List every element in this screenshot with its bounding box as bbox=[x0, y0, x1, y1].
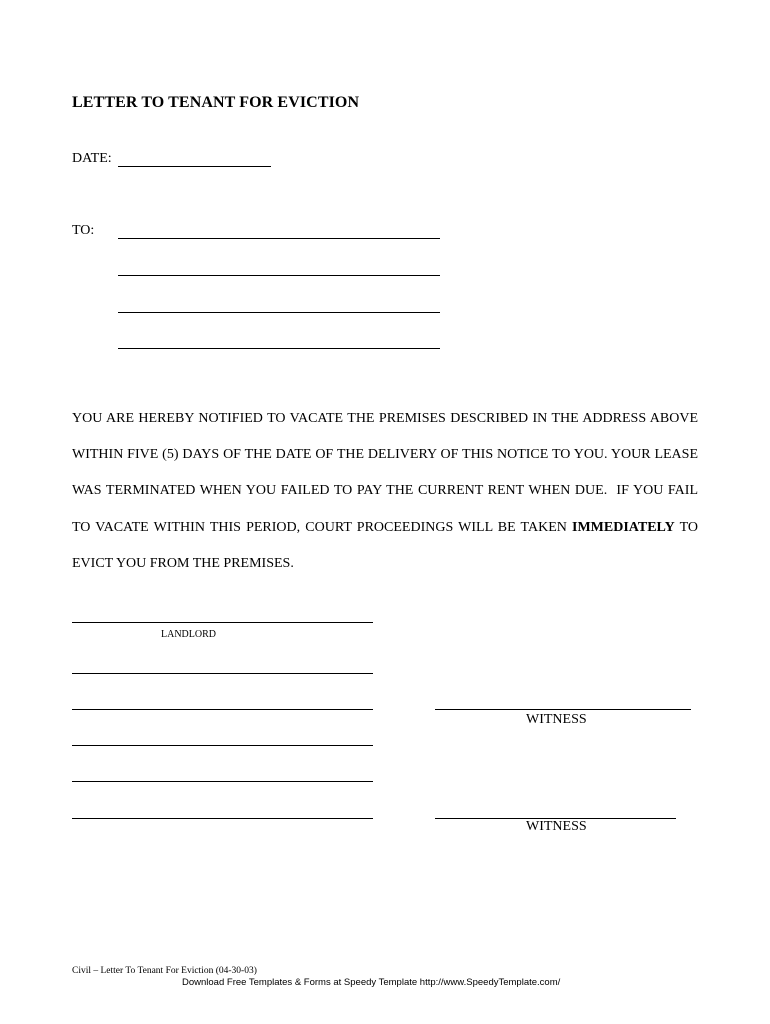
notice-body-text-1: YOU ARE HEREBY NOTIFIED TO VACATE THE PREMISES DESCRIBED IN THE ADDRESS ABOVE WITHIN FIVE (5) DAYS OF THE DATE OF THE DELIVERY OF THIS NOTICE TO YOU. YOUR LEASE WAS TERMINATED WHEN YOU FAILED TO PAY THE CURRENT RENT WHEN DUE. IF YOU FAIL TO VACATE WITHIN THIS PERIOD, COURT PROCEEDINGS WILL BE TAKEN bbox=[72, 411, 698, 535]
notice-body-text-2: TO EVICT YOU FROM THE PREMISES. bbox=[72, 519, 699, 571]
landlord-address-line-1[interactable] bbox=[72, 673, 373, 674]
date-blank-line[interactable] bbox=[118, 166, 271, 167]
footer-form-id: Civil – Letter To Tenant For Eviction (04-30-03) bbox=[72, 966, 257, 976]
landlord-label: LANDLORD bbox=[161, 629, 216, 640]
landlord-address-line-4[interactable] bbox=[72, 781, 373, 782]
witness-label-1: WITNESS bbox=[526, 712, 587, 727]
to-address-line-4[interactable] bbox=[118, 348, 440, 349]
to-label: TO: bbox=[72, 223, 95, 238]
landlord-address-line-2[interactable] bbox=[72, 709, 373, 710]
notice-body-emphasis: IMMEDIATELY bbox=[572, 519, 675, 535]
landlord-address-line-5[interactable] bbox=[72, 818, 373, 819]
footer-download-note: Download Free Templates & Forms at Speedy Template http://www.SpeedyTemplate.com/ bbox=[182, 977, 561, 988]
witness-label-2: WITNESS bbox=[526, 819, 587, 834]
to-address-line-3[interactable] bbox=[118, 312, 440, 313]
witness-signature-line-1[interactable] bbox=[435, 709, 691, 710]
landlord-address-line-3[interactable] bbox=[72, 745, 373, 746]
date-label: DATE: bbox=[72, 151, 112, 166]
to-address-line-2[interactable] bbox=[118, 275, 440, 276]
to-address-line-1[interactable] bbox=[118, 238, 440, 239]
landlord-signature-line[interactable] bbox=[72, 622, 373, 623]
notice-body bbox=[72, 401, 698, 582]
document-title: LETTER TO TENANT FOR EVICTION bbox=[72, 94, 360, 111]
